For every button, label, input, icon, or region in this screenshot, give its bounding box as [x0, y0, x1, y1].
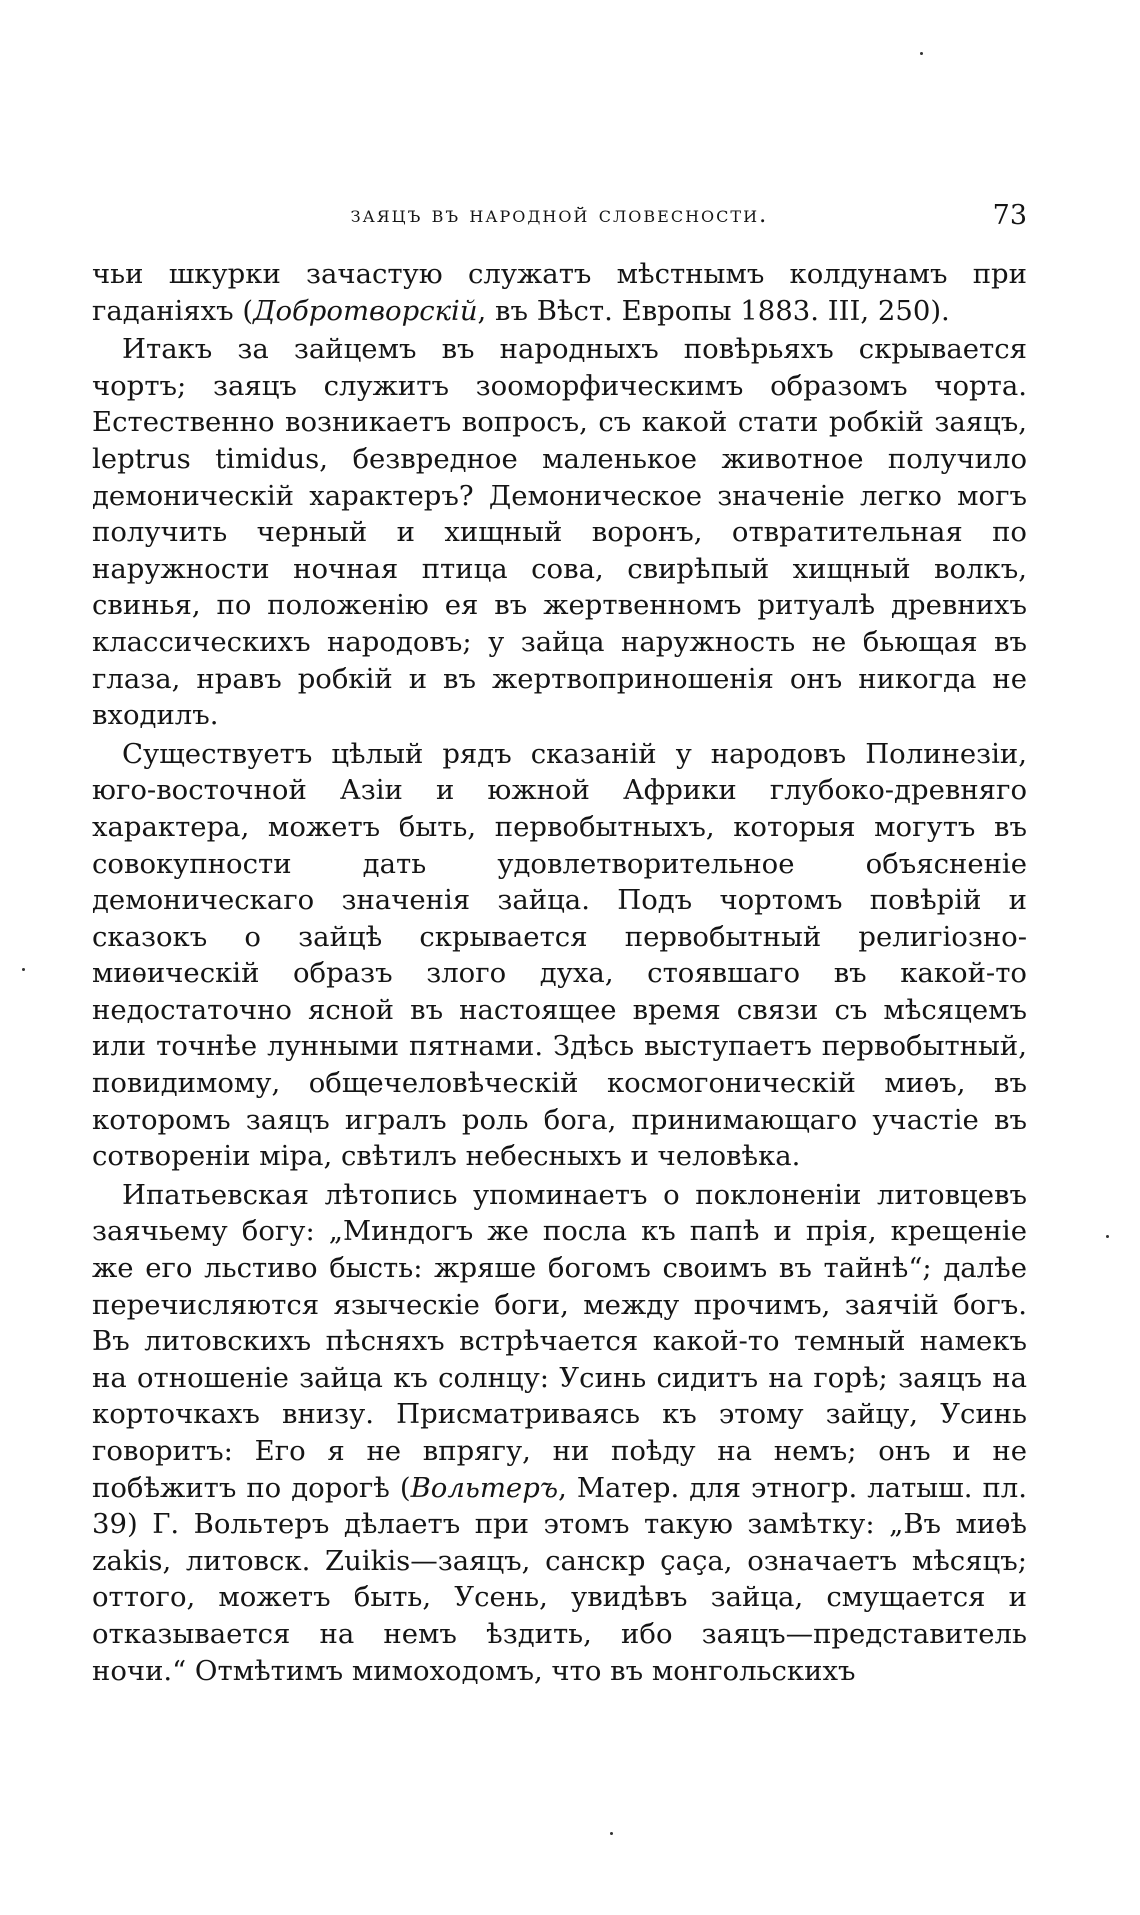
running-header — [92, 197, 1027, 237]
paragraph-text: Существуетъ цѣлый рядъ сказаній у народовъ Полинезіи, юго-восточной Азіи и южной Африки глубоко-древняго характера, можетъ быть, первобытныхъ, которыя могутъ въ совокупности дать удовлетворительное объясненіе демоническаго значенія зайца. Подъ чортомъ повѣрій и сказокъ о зайцѣ скрывается первобытный религіозно-миѳическій образъ злого духа, стоявшаго въ какой-то недостаточно ясной въ настоящее время связи съ мѣсяцемъ или точнѣе лунными пятнами. Здѣсь выступаетъ первобытный, повидимому, общечеловѣческій космогоническій миѳъ, въ которомъ заяцъ игралъ роль бога, принимающаго участіе въ сотвореніи міра, свѣтилъ небесныхъ и человѣка. — [92, 737, 1027, 1173]
paragraph-text: , въ Вѣст. Европы 1883. III, 250). — [477, 294, 950, 327]
scan-speck — [1106, 1235, 1109, 1238]
paragraph-text: Итакъ за зайцемъ въ народныхъ повѣрьяхъ скрывается чортъ; заяцъ служитъ зооморфическимъ образомъ чорта. Естественно возникаетъ вопросъ, съ какой стати робкій заяцъ, leptrus timidus, безвредное маленькое животное получило демоническій характеръ? Демоническое значеніе легко могъ получить черный и хищный воронъ, отвратительная по наружности ночная птица сова, свирѣпый хищный волкъ, свинья, по положенію ея въ жертвенномъ ритуалѣ древнихъ классическихъ народовъ; у зайца наружность не бьющая въ глаза, нравъ робкій и въ жертвоприношенія онъ никогда не входилъ. — [92, 333, 1027, 732]
paragraph-text: чьи шкурки зачастую служатъ мѣстнымъ колдунамъ при гаданіяхъ ( — [92, 258, 1027, 327]
paragraph-text: , Матер. для этногр. латыш. пл. 39) Г. Вольтеръ дѣлаетъ при этомъ такую замѣтку: „Въ миѳѣ zakis, литовск. Zuikis—заяцъ, санскр çaça, означаетъ мѣсяцъ; оттого, можетъ быть, Усень, увидѣвъ зайца, смущается и отказывается на немъ ѣздить, ибо заяцъ—представитель ночи.“ Отмѣтимъ мимоходомъ, что въ монгольскихъ — [92, 1471, 1028, 1687]
paragraph — [92, 331, 1027, 734]
paragraph — [92, 736, 1027, 1175]
italic-citation: Вольтеръ — [410, 1471, 559, 1504]
paragraph — [92, 256, 1027, 329]
scan-speck — [610, 1832, 613, 1835]
paragraph-text: Ипатьевская лѣтопись упоминаетъ о поклоненіи литовцевъ заячьему богу: „Миндогъ же посла къ папѣ и прія, крещеніе же его льстиво бысть: жряше богомъ своимъ въ тайнѣ“; далѣе перечисляются языческіе боги, между прочимъ, заячій богъ. Въ литовскихъ пѣсняхъ встрѣчается какой-то темный намекъ на отношеніе зайца къ солнцу: Усинь сидитъ на горѣ; заяцъ на корточкахъ внизу. Присматриваясь къ этому зайцу, Усинь говоритъ: Его я не впрягу, ни поѣду на немъ; онъ и не побѣжитъ по дорогѣ ( — [92, 1178, 1027, 1504]
running-title: заяцъ въ народной словесности. — [350, 202, 769, 228]
body-text — [92, 256, 1027, 1689]
paragraph — [92, 1177, 1027, 1689]
scan-speck — [22, 968, 25, 971]
scan-speck — [920, 52, 923, 55]
page-number: 73 — [992, 200, 1027, 231]
italic-citation: Добротворскій — [253, 294, 478, 327]
